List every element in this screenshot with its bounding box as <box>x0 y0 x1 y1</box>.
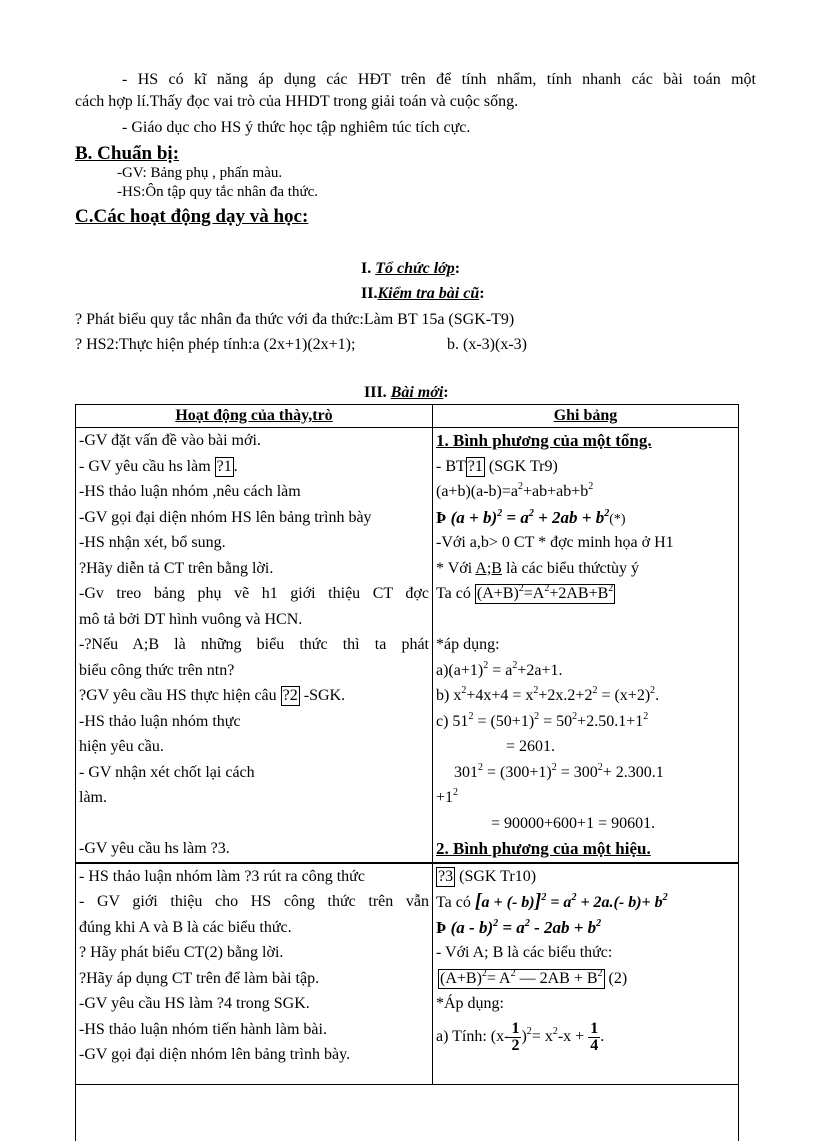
check-question-2b: b. (x-3)(x-3) <box>447 336 527 353</box>
section-3-title: Bài mới <box>390 384 444 401</box>
list-item: ?Hãy diễn tả CT trên bằng lời. <box>79 559 274 577</box>
objective-line-2: cách hợp lí.Thấy đọc vai trò của HHDT trong giải toán và cuộc sống. <box>75 93 519 110</box>
check-question-2a: ? HS2:Thực hiện phép tính:a (2x+1)(2x+1); <box>75 336 356 353</box>
section-1-heading <box>361 260 460 278</box>
list-item: -HS thảo luận nhóm ,nêu cách làm <box>79 483 301 500</box>
list-item: hiện yêu cầu. <box>79 738 164 755</box>
question-box-3: ?3 <box>438 867 454 885</box>
section-2-colon: : <box>479 285 485 302</box>
section-1-num: I. <box>361 260 376 277</box>
section-3-num: III. <box>364 384 391 401</box>
list-item: - GV giới thiệu cho HS công thức trên vẫn <box>79 893 429 910</box>
section-2-num: II. <box>361 285 378 302</box>
formula-box-1: $(A+B)^2=A^2+2AB+B^2$ <box>476 583 614 602</box>
check-question-1: ? Phát biểu quy tắc nhân đa thức với đa thức:Làm BT 15a (SGK-T9) <box>75 311 515 328</box>
formula-box-2: $(A+B)^2= A^2$ — $2AB + B^2$ <box>440 967 603 987</box>
section-1-colon: : <box>454 260 461 277</box>
lesson-table <box>75 404 739 1141</box>
list-item: $(A+B)^2= A^2$ — $2AB + B^2$ (2) <box>440 967 628 987</box>
list-item: $(a+b)(a-b)=a^2+ab+ab+b^2$ <box>436 481 594 500</box>
activities-heading: C.Các hoạt động dạy và học: <box>75 206 309 227</box>
activities-cell-2 <box>76 863 433 1085</box>
list-item: -Với a,b> 0 CT * đợc minh họa ở H1 <box>436 534 674 551</box>
list-item: - HS thảo luận nhóm làm ?3 rút ra công thức <box>79 867 365 885</box>
table-header-row <box>76 405 739 428</box>
section-2-title: Kiểm tra bài cũ <box>377 285 480 302</box>
list-item: -Gv treo bảng phụ vẽ h1 giới thiệu CT đợc <box>79 585 429 602</box>
list-item <box>436 607 735 633</box>
list-item: -GV gọi đại diện nhóm HS lên bảng trình bày <box>79 508 372 526</box>
objective-line-1: - HS có kĩ năng áp dụng các HĐT trên để tính nhẩm, tính nhanh các bài toán một <box>122 71 756 88</box>
list-item: đúng khi A và B là các biểu thức. <box>79 918 292 936</box>
list-item: -HS nhận xét, bổ sung. <box>79 534 226 551</box>
list-item: -?Nếu A;B là những biểu thức thì ta phát <box>79 636 429 653</box>
table-row <box>76 863 739 1085</box>
list-item: ?3 (SGK Tr10) <box>438 867 537 885</box>
table-row <box>76 428 739 863</box>
list-item: b) $x^2+4x+4 = x^2+2x.2+2^2 = (x+2)^2$. <box>436 685 660 704</box>
list-item: - GV nhận xét chốt lại cách <box>79 763 255 781</box>
list-item: làm. <box>79 789 107 806</box>
board-heading-1: 1. Bình phương của một tổng. <box>436 431 652 450</box>
prep-hs: -HS:Ôn tập quy tắc nhân đa thức. <box>117 184 318 200</box>
question-box-2: ?2 <box>282 687 298 704</box>
question-box-1: ?1 <box>216 457 232 475</box>
section-3-colon: : <box>443 384 449 401</box>
section-3-heading <box>364 384 449 402</box>
list-item: mô tả bởi DT hình vuông và HCN. <box>79 610 303 628</box>
table-row <box>76 1084 739 1141</box>
list-item: -HS thảo luận nhóm thực <box>79 712 241 730</box>
list-item: -GV đặt vấn đề vào bài mới. <box>79 432 261 449</box>
board-cell-2 <box>433 863 739 1085</box>
list-item: -HS thảo luận nhóm tiến hành làm bài. <box>79 1020 327 1038</box>
question-box-1b: ?1 <box>467 457 483 475</box>
col-header-activities: Hoạt động của thày,trò <box>76 405 433 428</box>
fraction-quarter: $\frac{1}{4}$ <box>590 1019 599 1054</box>
list-item <box>79 811 429 837</box>
list-item: -GV gọi đại diện nhóm lên bảng trình bày. <box>79 1046 351 1063</box>
formula-square-diff: Þ $(a - b)^2 = a^2 - 2ab + b^2$ <box>436 917 602 937</box>
list-item: = 90000+600+1 = 90601. <box>491 814 656 832</box>
list-item: *Áp dụng: <box>436 995 504 1012</box>
empty-cell <box>76 1084 739 1141</box>
list-item: c) $51^2 = (50+1)^2 = 50^2+2.50.1+1^2$ <box>436 710 649 730</box>
prep-gv: -GV: Bảng phụ , phấn màu. <box>117 165 283 181</box>
list-item: biểu công thức trên ntn? <box>79 661 235 679</box>
objective-paragraph <box>75 68 756 92</box>
list-item: - GV yêu cầu hs làm ?1 . <box>79 457 238 475</box>
list-item: *áp dụng: <box>436 636 500 653</box>
list-item: $301^2 = (300+1)^2 = 300^2+ 2.300.1$ <box>454 761 664 781</box>
objective-line-3: - Giáo dục cho HS ý thức học tập nghiêm túc tích cực. <box>122 119 471 136</box>
list-item: Ta có $(A+B)^2=A^2+2AB+B^2$ <box>436 583 614 602</box>
list-item: ?Hãy áp dụng CT trên để làm bài tập. <box>79 969 320 987</box>
formula-square-sum: Þ $(a + b)^2 = a^2 + 2ab + b^2(*)$ <box>436 507 626 527</box>
list-item: - BT ?1 (SGK Tr9) <box>436 457 558 475</box>
list-item: $a)(a+1)^2 = a^2+2a+1$. <box>436 659 563 679</box>
board-heading-2: 2. Bình phương của một hiệu. <box>436 839 651 858</box>
list-item: -GV yêu cầu hs làm ?3. <box>79 840 230 857</box>
list-item: Ta có [a + (- $b)]^2 = a^2 + 2a.(-$ $b)+ b^2$ <box>436 890 668 912</box>
list-item: a) Tính: (x- $\frac{1}{2}$ )$^2= x^2-x$ + $\frac{1}{4}$ . <box>436 1019 605 1054</box>
list-item: ?GV yêu cầu HS thực hiện câu ?2 -SGK. <box>79 687 346 704</box>
fraction-half: $\frac{1}{2}$ <box>511 1019 520 1054</box>
board-cell-1 <box>433 428 739 863</box>
list-item: -GV yêu cầu HS làm ?4 trong SGK. <box>79 995 310 1012</box>
list-item: - Với A; B là các biểu thức: <box>436 944 613 961</box>
list-item: $+1^2$ <box>436 787 459 806</box>
list-item: = 2601. <box>506 738 556 755</box>
section-1-title: Tổ chức lớp <box>375 260 455 277</box>
implies-icon: Þ <box>436 507 447 527</box>
col-header-board: Ghi bảng <box>433 405 739 428</box>
activities-cell-1 <box>76 428 433 863</box>
list-item: ? Hãy phát biểu CT(2) bằng lời. <box>79 944 284 961</box>
list-item: * Với A;B là các biểu thứctùy ý <box>436 559 640 577</box>
prep-heading: B. Chuẩn bị: <box>75 143 180 164</box>
implies-icon: Þ <box>436 917 447 937</box>
section-2-heading <box>361 285 485 303</box>
